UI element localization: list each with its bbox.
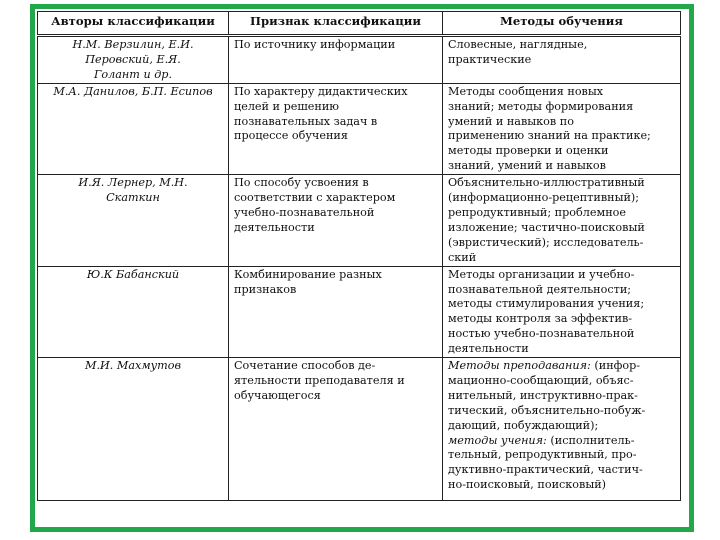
table-row	[38, 358, 681, 501]
sign-cell: По характеру дидактических целей и решению познавательных задач в процессе обучения	[229, 83, 443, 174]
table-row	[38, 175, 681, 266]
authors-cell: М.И. Махмутов	[38, 358, 229, 501]
authors-cell: М.А. Данилов, Б.П. Есипов	[38, 83, 229, 174]
table-row	[38, 83, 681, 174]
table-header-row	[38, 12, 681, 36]
methods-cell: Словесные, наглядные, практические	[443, 36, 681, 84]
authors-cell: И.Я. Лернер, М.Н. Скаткин	[38, 175, 229, 266]
methods-cell: Объяснительно-иллюстративный (информационно-рецептивный); репродуктивный; проблемное изложение; частично-поисковый (эвристический); исследователь- ский	[443, 175, 681, 266]
table-row	[38, 36, 681, 84]
sign-cell: Комбинирование разных признаков	[229, 266, 443, 357]
authors-cell: Ю.К Бабанский	[38, 266, 229, 357]
teaching-methods-text: (инфор- мационно-сообщающий, объяс- нительный, инструктивно-прак- тический, объяснительно-побуж- дающий, побуждающий);	[448, 359, 646, 432]
classification-table	[37, 11, 681, 501]
sign-cell: По источнику информации	[229, 36, 443, 84]
teaching-methods-label: Методы преподавания:	[448, 359, 591, 373]
sign-cell: Сочетание способов де- ятельности преподавателя и обучающегося	[229, 358, 443, 501]
learning-methods-text: (исполнитель- тельный, репродуктивный, про- дуктивно-практический, частич- но-поисковый, поисковый)	[448, 433, 643, 492]
learning-methods-label: методы учения:	[448, 433, 547, 447]
header-sign: Признак классификации	[229, 12, 443, 36]
header-authors: Авторы классификации	[38, 12, 229, 36]
methods-cell: Методы сообщения новых знаний; методы формирования умений и навыков по применению знаний на практике; методы проверки и оценки знаний, умений и навыков	[443, 83, 681, 174]
authors-cell: Н.М. Верзилин, Е.И. Перовский, Е.Я. Голант и др.	[38, 36, 229, 84]
header-methods: Методы обучения	[443, 12, 681, 36]
table-row	[38, 266, 681, 357]
methods-cell	[443, 358, 681, 501]
methods-cell: Методы организации и учебно- познавательной деятельности; методы стимулирования учения; методы контроля за эффектив- ностью учебно-познавательной деятельности	[443, 266, 681, 357]
sign-cell: По способу усвоения в соответствии с характером учебно-познавательной деятельности	[229, 175, 443, 266]
